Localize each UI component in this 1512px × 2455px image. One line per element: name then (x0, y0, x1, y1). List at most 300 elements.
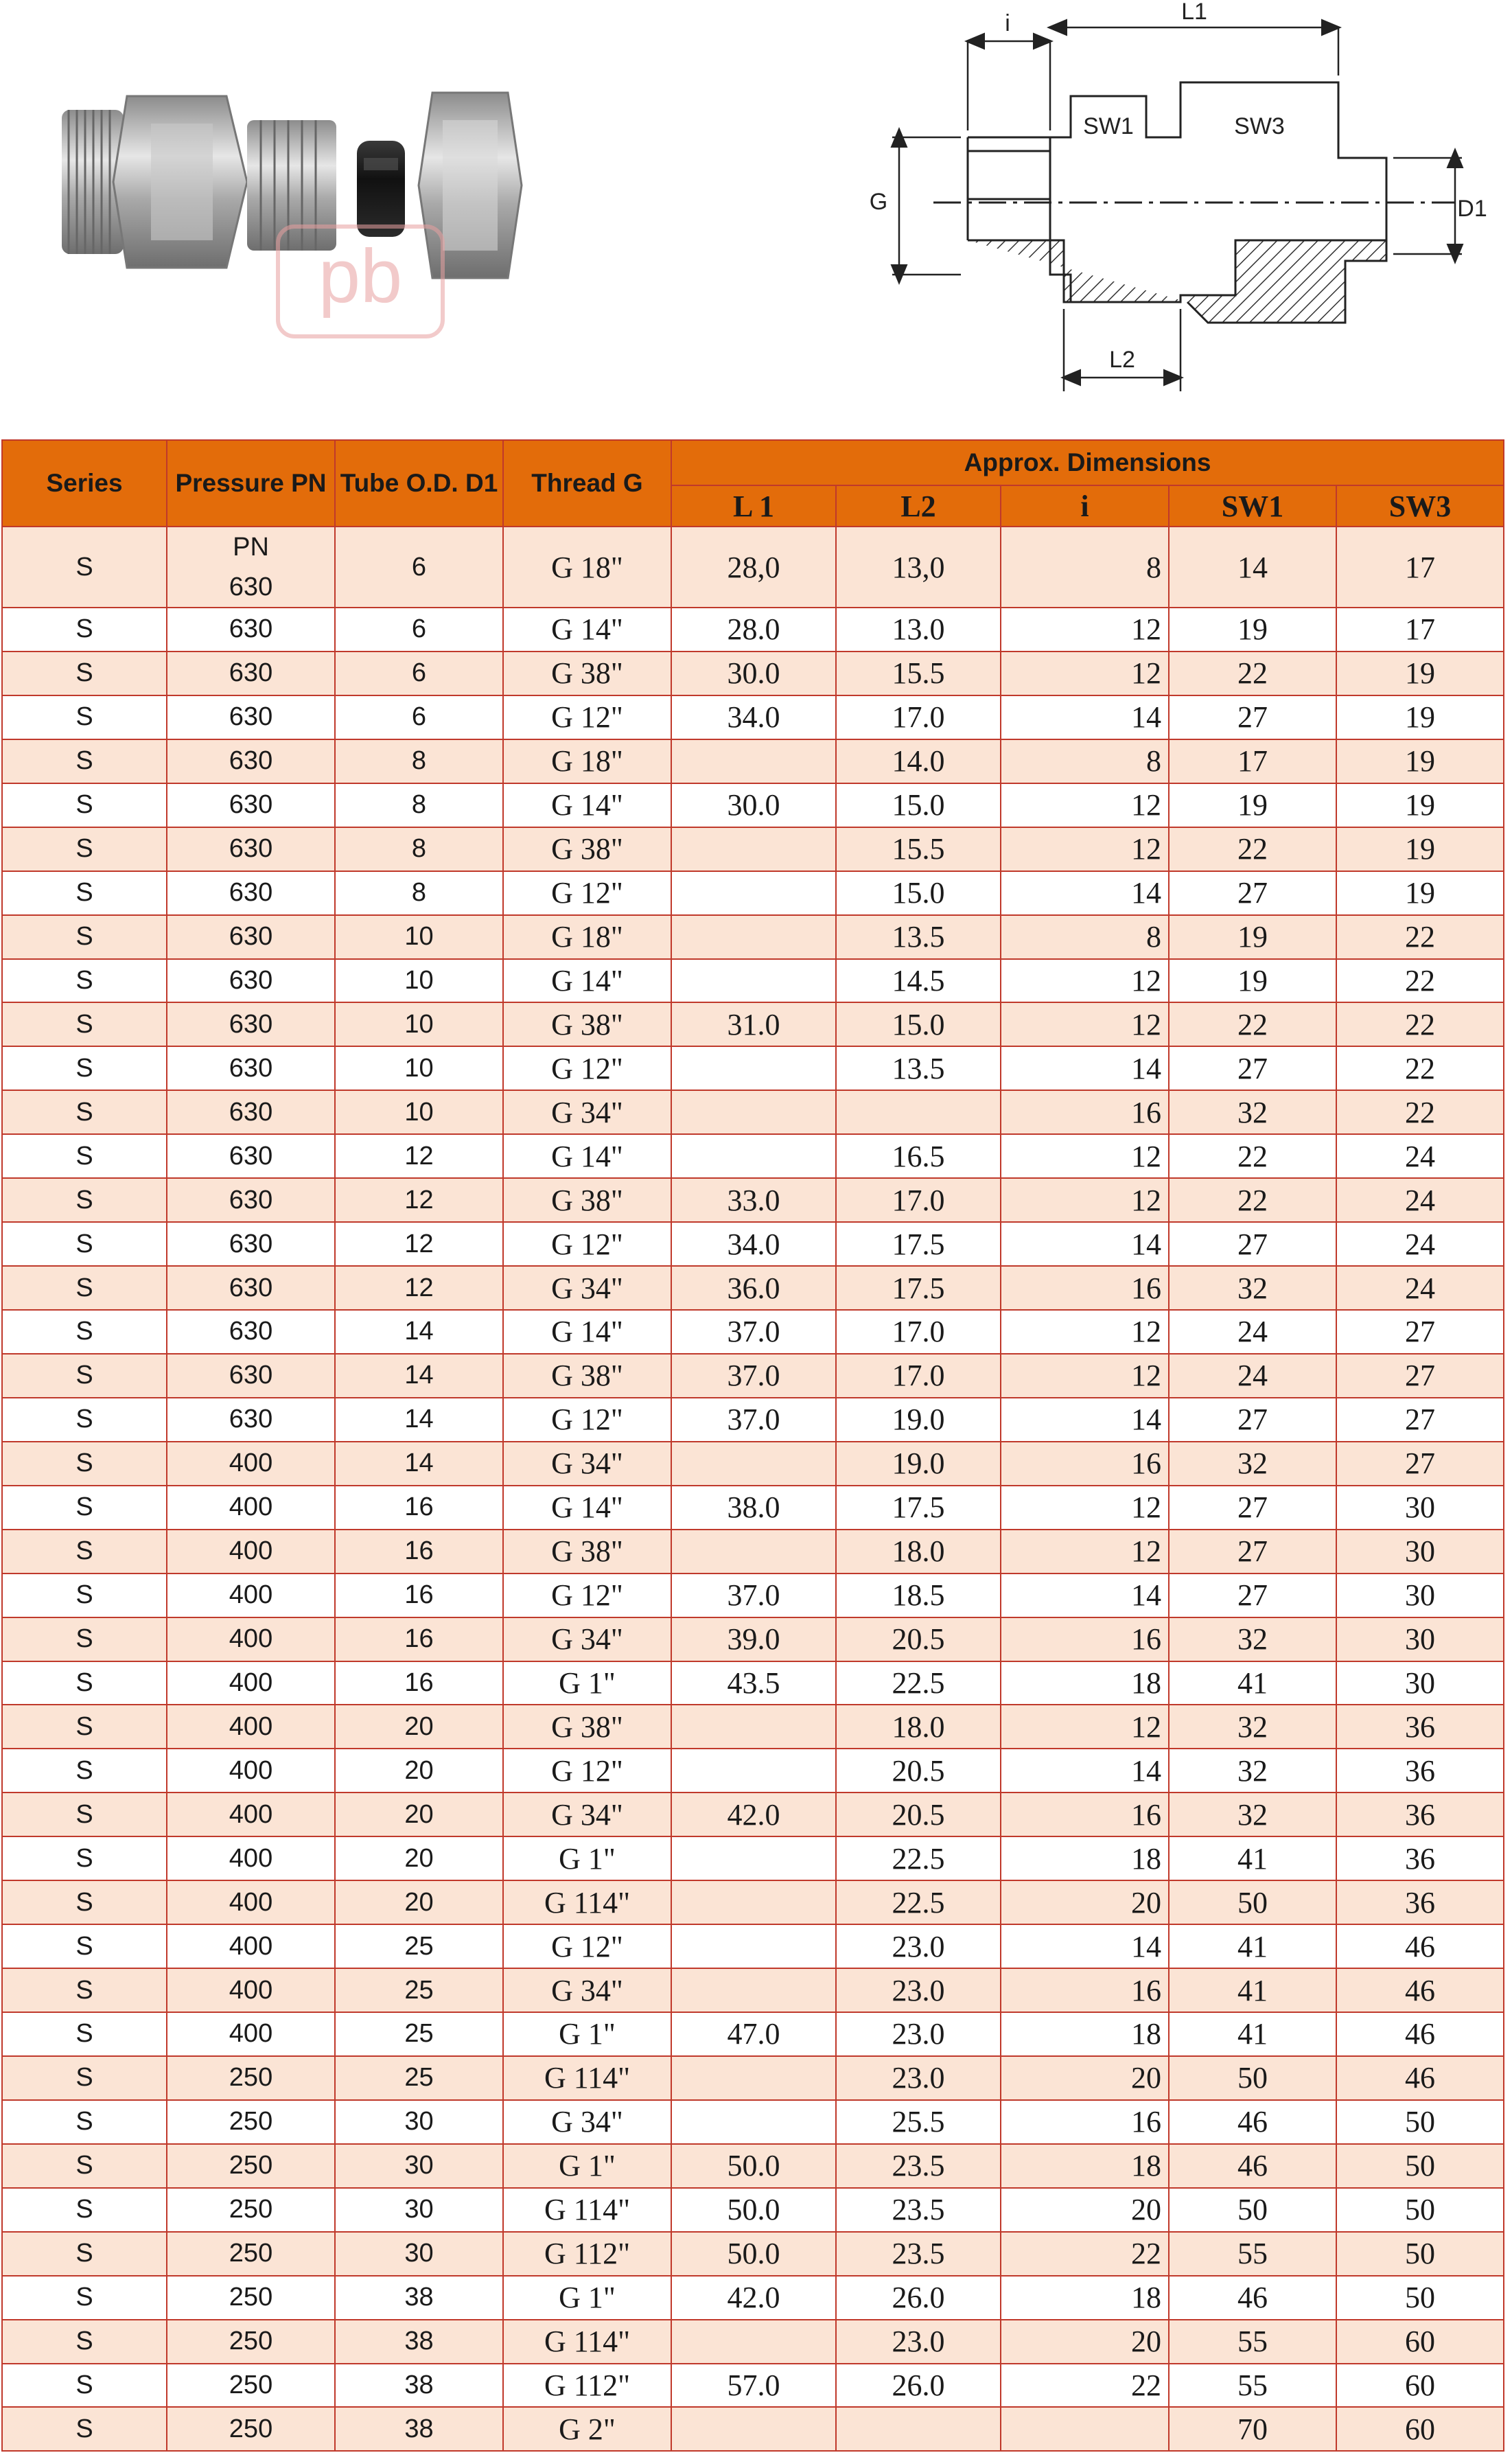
cell-sw1: 32 (1169, 1793, 1336, 1836)
table-row (2, 652, 1504, 695)
table-row (2, 1880, 1504, 1924)
header-series: Series (2, 440, 167, 527)
cell-l2: 19.0 (836, 1398, 1001, 1442)
cell-series: S (2, 1002, 167, 1046)
cell-sw1: 32 (1169, 1090, 1336, 1134)
cell-i: 8 (1001, 739, 1169, 783)
cell-series: S (2, 1442, 167, 1486)
cell-l1: 37.0 (671, 1310, 836, 1354)
cell-tube-od: 14 (335, 1442, 503, 1486)
cell-sw1: 50 (1169, 2056, 1336, 2100)
cell-thread: G 12" (503, 1046, 671, 1090)
cell-thread: G 18" (503, 739, 671, 783)
cell-series: S (2, 2232, 167, 2276)
dim-l2-label: L2 (1109, 347, 1135, 373)
cell-pressure (167, 527, 335, 608)
cell-sw3: 50 (1336, 2144, 1504, 2188)
cell-sw1: 41 (1169, 1836, 1336, 1880)
cell-sw3: 30 (1336, 1486, 1504, 1530)
cell-sw3: 36 (1336, 1749, 1504, 1793)
cell-thread: G 114" (503, 2188, 671, 2232)
cell-tube-od: 20 (335, 1749, 503, 1793)
cell-l2: 13.5 (836, 1046, 1001, 1090)
cell-series: S (2, 1266, 167, 1310)
cell-sw3: 36 (1336, 1705, 1504, 1749)
cell-sw3: 30 (1336, 1617, 1504, 1661)
cell-l2: 23.5 (836, 2188, 1001, 2232)
cell-pressure: 630 (167, 695, 335, 739)
cell-series: S (2, 2100, 167, 2144)
cell-tube-od: 16 (335, 1530, 503, 1574)
cell-i: 16 (1001, 1617, 1169, 1661)
cell-thread: G 38" (503, 1705, 671, 1749)
cell-i: 12 (1001, 1530, 1169, 1574)
cell-thread: G 18" (503, 915, 671, 959)
cell-pressure: 630 (167, 1266, 335, 1310)
cell-series: S (2, 1398, 167, 1442)
cell-sw3: 30 (1336, 1574, 1504, 1617)
table-row (2, 1705, 1504, 1749)
cell-l2: 14.5 (836, 959, 1001, 1003)
cell-i: 14 (1001, 1749, 1169, 1793)
cell-pressure: 250 (167, 2320, 335, 2364)
cell-sw1: 27 (1169, 1398, 1336, 1442)
cell-thread: G 1" (503, 2012, 671, 2056)
cell-sw1: 22 (1169, 1178, 1336, 1222)
cell-pressure: 400 (167, 1749, 335, 1793)
cell-l1: 34.0 (671, 1222, 836, 1266)
table-row (2, 1178, 1504, 1222)
table-row (2, 827, 1504, 871)
table-row (2, 2276, 1504, 2320)
cell-sw3: 50 (1336, 2188, 1504, 2232)
table-row (2, 915, 1504, 959)
cell-thread: G 38" (503, 1530, 671, 1574)
table-body (2, 527, 1504, 2451)
cell-i: 12 (1001, 1705, 1169, 1749)
table-row (2, 1617, 1504, 1661)
cell-l1: 28,0 (671, 527, 836, 608)
cell-l2: 17.5 (836, 1486, 1001, 1530)
cell-i: 20 (1001, 2056, 1169, 2100)
table-row (2, 1222, 1504, 1266)
cell-sw1: 41 (1169, 1968, 1336, 2012)
cell-sw3: 36 (1336, 1793, 1504, 1836)
cell-sw1: 19 (1169, 959, 1336, 1003)
cell-i: 20 (1001, 1880, 1169, 1924)
cell-sw3: 50 (1336, 2276, 1504, 2320)
cell-sw3: 19 (1336, 871, 1504, 915)
header-tube-od: Tube O.D. D1 (335, 440, 503, 527)
cell-tube-od: 6 (335, 527, 503, 608)
cell-l2: 15.0 (836, 1002, 1001, 1046)
cell-l2: 26.0 (836, 2364, 1001, 2408)
table-row (2, 1968, 1504, 2012)
cell-sw1: 32 (1169, 1442, 1336, 1486)
cell-pressure: 250 (167, 2144, 335, 2188)
cell-series: S (2, 2056, 167, 2100)
cell-pressure: 630 (167, 1398, 335, 1442)
cell-series: S (2, 2276, 167, 2320)
cell-series: S (2, 871, 167, 915)
cell-tube-od: 30 (335, 2144, 503, 2188)
cell-sw1: 22 (1169, 652, 1336, 695)
cell-i: 12 (1001, 1002, 1169, 1046)
cell-tube-od: 14 (335, 1398, 503, 1442)
cell-sw1: 32 (1169, 1705, 1336, 1749)
cell-tube-od: 10 (335, 959, 503, 1003)
cell-pressure: 400 (167, 1836, 335, 1880)
cell-thread: G 38" (503, 827, 671, 871)
cell-thread: G 12" (503, 1749, 671, 1793)
cell-i: 14 (1001, 1924, 1169, 1968)
cell-series: S (2, 1310, 167, 1354)
cell-l1: 47.0 (671, 2012, 836, 2056)
cell-tube-od: 8 (335, 827, 503, 871)
cell-l2: 23.0 (836, 1968, 1001, 2012)
cell-l1: 37.0 (671, 1574, 836, 1617)
cell-thread: G 112" (503, 2232, 671, 2276)
cell-thread: G 38" (503, 1178, 671, 1222)
cell-sw3: 22 (1336, 915, 1504, 959)
cell-tube-od: 12 (335, 1178, 503, 1222)
cell-sw1: 41 (1169, 1924, 1336, 1968)
cell-sw1: 27 (1169, 1530, 1336, 1574)
cell-l1: 28.0 (671, 608, 836, 652)
cell-sw3: 19 (1336, 827, 1504, 871)
cell-l2: 18.0 (836, 1530, 1001, 1574)
cell-sw3: 46 (1336, 2056, 1504, 2100)
cell-sw1: 46 (1169, 2144, 1336, 2188)
cell-tube-od: 12 (335, 1266, 503, 1310)
cell-series: S (2, 2012, 167, 2056)
cell-l2: 17.5 (836, 1222, 1001, 1266)
cell-tube-od: 6 (335, 652, 503, 695)
table-row (2, 783, 1504, 827)
cell-l1: 31.0 (671, 1002, 836, 1046)
cell-thread: G 12" (503, 1924, 671, 1968)
cell-pressure: 630 (167, 1090, 335, 1134)
cell-series: S (2, 608, 167, 652)
cell-pressure: 630 (167, 1178, 335, 1222)
cell-i: 14 (1001, 1046, 1169, 1090)
cell-thread: G 34" (503, 1617, 671, 1661)
cell-tube-od: 16 (335, 1661, 503, 1705)
cell-l1: 42.0 (671, 1793, 836, 1836)
cell-series: S (2, 1574, 167, 1617)
cell-l1 (671, 1705, 836, 1749)
cell-tube-od: 20 (335, 1705, 503, 1749)
cell-pressure: 630 (167, 1222, 335, 1266)
cell-sw1: 55 (1169, 2320, 1336, 2364)
cell-series: S (2, 1222, 167, 1266)
cell-series: S (2, 739, 167, 783)
table-row (2, 1749, 1504, 1793)
cell-sw1: 55 (1169, 2232, 1336, 2276)
cell-l1 (671, 2320, 836, 2364)
table-row (2, 608, 1504, 652)
cell-pressure: 630 (167, 783, 335, 827)
cell-i: 16 (1001, 1793, 1169, 1836)
cell-i: 18 (1001, 2012, 1169, 2056)
cell-sw3: 17 (1336, 608, 1504, 652)
cell-l1 (671, 2100, 836, 2144)
cell-pressure: 250 (167, 2100, 335, 2144)
cell-series: S (2, 1661, 167, 1705)
cell-l2: 22.5 (836, 1661, 1001, 1705)
cell-sw3: 50 (1336, 2100, 1504, 2144)
header-l1: L 1 (671, 485, 836, 527)
cell-sw1: 22 (1169, 1002, 1336, 1046)
cell-pressure: 400 (167, 1924, 335, 1968)
dim-d1-label: D1 (1457, 196, 1487, 222)
cell-l2: 15.5 (836, 827, 1001, 871)
cell-series: S (2, 959, 167, 1003)
cell-i: 8 (1001, 915, 1169, 959)
cell-thread: G 38" (503, 652, 671, 695)
cell-l1 (671, 871, 836, 915)
dim-sw3-label: SW3 (1234, 113, 1285, 139)
cell-l1 (671, 1046, 836, 1090)
cell-pressure: 630 (167, 827, 335, 871)
union-nut (419, 93, 522, 278)
cell-series: S (2, 695, 167, 739)
cell-pressure: 400 (167, 1442, 335, 1486)
cell-l2: 20.5 (836, 1749, 1001, 1793)
cell-sw1: 14 (1169, 527, 1336, 608)
cell-sw3: 19 (1336, 652, 1504, 695)
cell-sw3: 24 (1336, 1266, 1504, 1310)
cell-sw1: 32 (1169, 1749, 1336, 1793)
cell-l1 (671, 1749, 836, 1793)
cell-l2: 20.5 (836, 1617, 1001, 1661)
cell-pressure: 250 (167, 2232, 335, 2276)
cell-l2 (836, 2407, 1001, 2451)
cell-l2: 17.0 (836, 1310, 1001, 1354)
table-row (2, 1354, 1504, 1398)
cell-l2: 17.0 (836, 695, 1001, 739)
cell-l1: 38.0 (671, 1486, 836, 1530)
cell-l2: 23.0 (836, 2056, 1001, 2100)
table-row (2, 2012, 1504, 2056)
cell-pressure: 400 (167, 1880, 335, 1924)
cell-sw1: 22 (1169, 827, 1336, 871)
cell-series: S (2, 2188, 167, 2232)
table-row (2, 959, 1504, 1003)
cell-i: 12 (1001, 608, 1169, 652)
dim-g-label: G (869, 189, 888, 215)
cell-tube-od: 38 (335, 2276, 503, 2320)
cell-sw3: 19 (1336, 739, 1504, 783)
cell-l2: 17.0 (836, 1178, 1001, 1222)
cell-thread: G 1" (503, 1836, 671, 1880)
cell-i: 14 (1001, 1398, 1169, 1442)
cell-pressure: 400 (167, 1793, 335, 1836)
cell-l2: 22.5 (836, 1836, 1001, 1880)
cell-l1: 57.0 (671, 2364, 836, 2408)
cell-thread: G 14" (503, 608, 671, 652)
cell-i (1001, 2407, 1169, 2451)
table-row (2, 2144, 1504, 2188)
cell-l2 (836, 1090, 1001, 1134)
cell-l2: 23.0 (836, 1924, 1001, 1968)
cell-i: 18 (1001, 2144, 1169, 2188)
table-row (2, 739, 1504, 783)
cell-sw3: 50 (1336, 2232, 1504, 2276)
cell-i: 14 (1001, 871, 1169, 915)
cell-l1: 36.0 (671, 1266, 836, 1310)
cell-series: S (2, 827, 167, 871)
cell-pressure: 400 (167, 2012, 335, 2056)
cell-l1 (671, 1836, 836, 1880)
cell-pressure: 630 (167, 1310, 335, 1354)
cell-sw3: 60 (1336, 2364, 1504, 2408)
table-row (2, 1310, 1504, 1354)
cell-l2: 17.0 (836, 1354, 1001, 1398)
cell-l1: 39.0 (671, 1617, 836, 1661)
cell-tube-od: 6 (335, 608, 503, 652)
cell-tube-od: 12 (335, 1134, 503, 1178)
cell-tube-od: 8 (335, 783, 503, 827)
table-row (2, 2188, 1504, 2232)
body-fitting (62, 96, 336, 268)
table-row (2, 527, 1504, 608)
cell-series: S (2, 1354, 167, 1398)
cell-thread: G 1" (503, 1661, 671, 1705)
cell-thread: G 112" (503, 2364, 671, 2408)
cell-i: 20 (1001, 2320, 1169, 2364)
cell-l1: 33.0 (671, 1178, 836, 1222)
cell-thread: G 34" (503, 1442, 671, 1486)
cell-sw1: 27 (1169, 695, 1336, 739)
table-row (2, 1266, 1504, 1310)
cell-l2: 16.5 (836, 1134, 1001, 1178)
cell-thread: G 14" (503, 1134, 671, 1178)
cell-series: S (2, 1046, 167, 1090)
cell-i: 14 (1001, 1574, 1169, 1617)
dim-l1-label: L1 (1181, 0, 1207, 25)
cell-tube-od: 25 (335, 2056, 503, 2100)
table-row (2, 1442, 1504, 1486)
cell-tube-od: 8 (335, 739, 503, 783)
cell-sw1: 55 (1169, 2364, 1336, 2408)
table-row (2, 1486, 1504, 1530)
cell-sw3: 24 (1336, 1178, 1504, 1222)
cell-l1: 34.0 (671, 695, 836, 739)
cell-pressure: 250 (167, 2276, 335, 2320)
table-row (2, 2364, 1504, 2408)
cell-l1 (671, 1924, 836, 1968)
cell-sw3: 24 (1336, 1134, 1504, 1178)
pn-label: PN (233, 533, 269, 562)
cell-l2: 23.0 (836, 2012, 1001, 2056)
header-approx-dimensions: Approx. Dimensions (671, 440, 1504, 485)
cell-pressure: 250 (167, 2056, 335, 2100)
cell-sw3: 27 (1336, 1354, 1504, 1398)
cell-sw1: 27 (1169, 1046, 1336, 1090)
cell-thread: G 14" (503, 959, 671, 1003)
cell-pressure: 630 (167, 1046, 335, 1090)
cell-sw1: 24 (1169, 1310, 1336, 1354)
table-row (2, 1134, 1504, 1178)
cell-tube-od: 10 (335, 915, 503, 959)
cell-thread: G 38" (503, 1002, 671, 1046)
cell-l2: 14.0 (836, 739, 1001, 783)
cell-sw3: 60 (1336, 2407, 1504, 2451)
cell-l2: 15.0 (836, 871, 1001, 915)
cell-pressure: 630 (167, 915, 335, 959)
cell-thread: G 1" (503, 2144, 671, 2188)
cell-i: 22 (1001, 2232, 1169, 2276)
cell-pressure: 400 (167, 1661, 335, 1705)
cell-tube-od: 8 (335, 871, 503, 915)
cell-l2: 20.5 (836, 1793, 1001, 1836)
cell-thread: G 114" (503, 2056, 671, 2100)
cell-i: 16 (1001, 1442, 1169, 1486)
cell-sw1: 19 (1169, 783, 1336, 827)
cell-pressure: 630 (167, 1134, 335, 1178)
header-pressure: Pressure PN (167, 440, 335, 527)
cell-tube-od: 14 (335, 1354, 503, 1398)
cell-thread: G 18" (503, 527, 671, 608)
table-row (2, 1046, 1504, 1090)
cell-sw3: 22 (1336, 1090, 1504, 1134)
table-row (2, 871, 1504, 915)
cell-l1: 50.0 (671, 2188, 836, 2232)
cell-series: S (2, 1134, 167, 1178)
cell-l1: 37.0 (671, 1398, 836, 1442)
cell-series: S (2, 1836, 167, 1880)
header-sw1: SW1 (1169, 485, 1336, 527)
cell-thread: G 34" (503, 1968, 671, 2012)
cell-tube-od: 25 (335, 2012, 503, 2056)
cell-i: 12 (1001, 1354, 1169, 1398)
cell-tube-od: 25 (335, 1924, 503, 1968)
cell-l1 (671, 739, 836, 783)
cell-l1: 50.0 (671, 2232, 836, 2276)
cell-sw1: 22 (1169, 1134, 1336, 1178)
technical-drawing (851, 0, 1487, 412)
cell-sw3: 22 (1336, 1046, 1504, 1090)
cell-sw3: 46 (1336, 1968, 1504, 2012)
cell-l1 (671, 1968, 836, 2012)
table-row (2, 2100, 1504, 2144)
cell-l1 (671, 1090, 836, 1134)
cell-sw1: 27 (1169, 1222, 1336, 1266)
cell-tube-od: 12 (335, 1222, 503, 1266)
cell-thread: G 12" (503, 1222, 671, 1266)
cell-thread: G 1" (503, 2276, 671, 2320)
cell-i: 12 (1001, 783, 1169, 827)
cell-l1: 30.0 (671, 783, 836, 827)
cell-series: S (2, 527, 167, 608)
cell-sw1: 46 (1169, 2100, 1336, 2144)
cell-tube-od: 38 (335, 2407, 503, 2451)
cell-l1 (671, 1442, 836, 1486)
cell-thread: G 12" (503, 695, 671, 739)
cell-sw3: 17 (1336, 527, 1504, 608)
cell-l2: 17.5 (836, 1266, 1001, 1310)
cell-l2: 13.5 (836, 915, 1001, 959)
cell-series: S (2, 2320, 167, 2364)
table-row (2, 2320, 1504, 2364)
pn-value: 630 (229, 573, 273, 601)
cell-sw1: 17 (1169, 739, 1336, 783)
cell-i: 12 (1001, 827, 1169, 871)
cell-series: S (2, 1749, 167, 1793)
cell-tube-od: 16 (335, 1574, 503, 1617)
cell-pressure: 400 (167, 1530, 335, 1574)
